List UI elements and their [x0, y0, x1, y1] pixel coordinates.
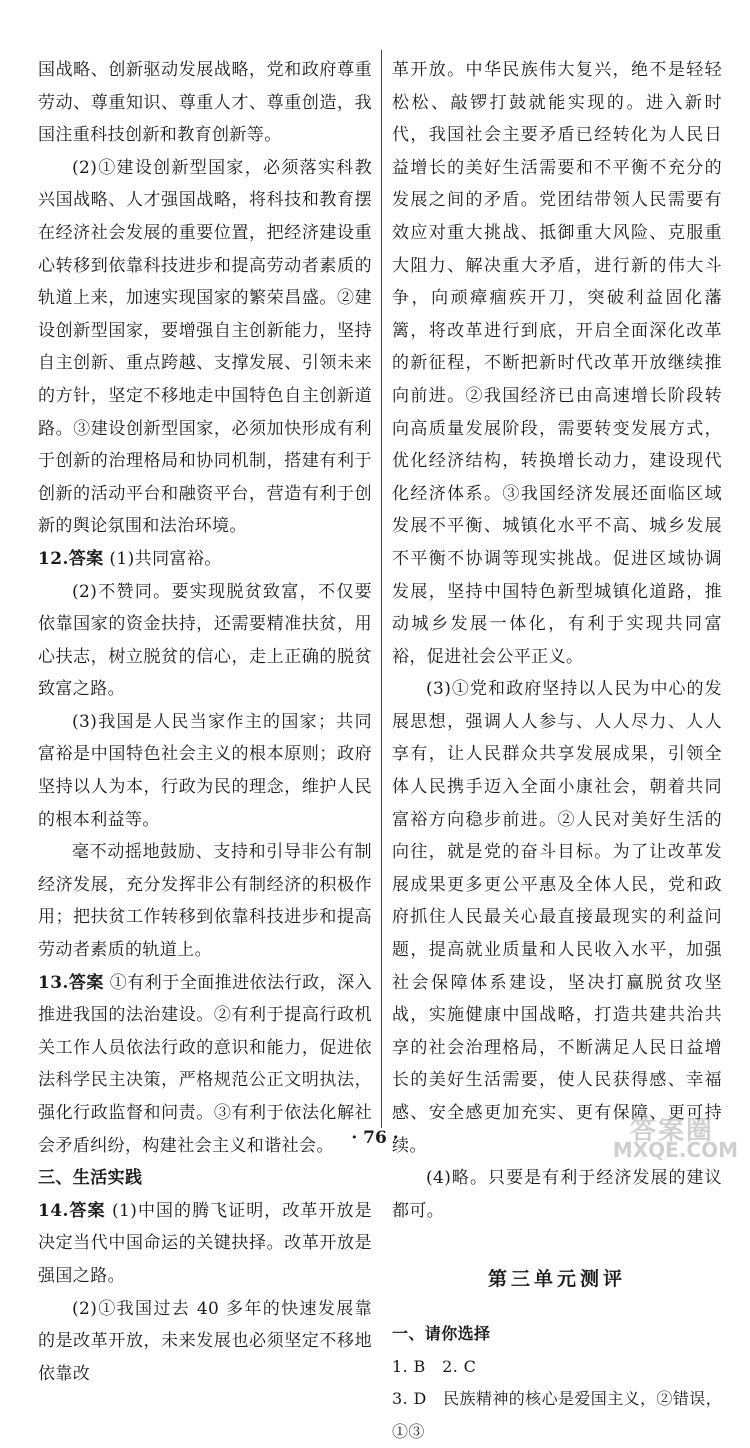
question-number: 14.	[38, 1200, 69, 1221]
section-heading-choose: 一、请你选择	[392, 1323, 491, 1343]
answer-12-part-1	[38, 543, 372, 576]
answer-text: (1)中国的腾飞证明，改革开放是决定当代中国命运的关键抉择。改革开放是强国之路。	[38, 1200, 372, 1286]
question-number: 13.	[38, 972, 69, 993]
left-column	[38, 54, 372, 1390]
answer-12-part-3: (3)我国是人民当家作主的国家；共同富裕是中国特色社会主义的根本原则；政府坚持以人为本，行政为民的理念，维护人民的根本利益等。	[38, 711, 372, 830]
unit-title: 第三单元测评	[487, 1268, 626, 1291]
answer-text: (1)共同富裕。	[103, 548, 222, 569]
answer-12-part-2: (2)不赞同。要实现脱贫致富，不仅要依靠国家的资金扶持，还需要精准扶贫，用心扶志，树立脱贫的信心，走上正确的脱贫致富之路。	[38, 581, 372, 700]
column-divider	[381, 50, 382, 1128]
answer-14-part-3: (3)①党和政府坚持以人民为中心的发展思想，强调人人参与、人人尽力、人人享有，让人民群众共享发展成果，引领全体人民携手迈入全面小康社会，朝着共同富裕方向稳步前进。②人民对美好生活的向往，就是党的奋斗目标。为了让改革发展成果更多更公平惠及全体人民，党和政府抓住人民最关心最直接最现实的利益问题，提高就业质量和人民收入水平，加强社会保障体系建设，坚决打赢脱贫攻坚战，实施健康中国战略，打造共建共治共享的社会治理格局，不断满足人民日益增长的美好生活需要，使人民获得感、幸福感、安全感更加充实、更有保障、更可持续。	[392, 679, 722, 1156]
answer-14-part-2: (2)①我国过去 40 多年的快速发展靠的是改革开放，未来发展也必须坚定不移地依靠改	[38, 1298, 372, 1384]
watermark-text-en: MXQE.COM	[612, 1138, 738, 1162]
answer-14-part-1	[38, 1195, 372, 1293]
answer-14-part-4: (4)略。只要是有利于经济发展的建议都可。	[392, 1168, 722, 1221]
right-column	[392, 54, 722, 1448]
watermark-text-cn: 答案圈	[629, 1116, 714, 1146]
answer-label: 答案	[68, 972, 104, 993]
page-number: · 76 ·	[351, 1128, 399, 1148]
watermark-logo	[594, 1110, 744, 1162]
right-paragraph-continued: 革开放。中华民族伟大复兴，绝不是轻轻松松、敲锣打鼓就能实现的。进入新时代，我国社会主要矛盾已经转化为人民日益增长的美好生活需要和不平衡不充分的发展之间的矛盾。党团结带领人民需要有效应对重大挑战、抵御重大风险、克服重大阻力、解决重大矛盾，进行新的伟大斗争，向顽瘴痼疾开刀，突破利益固化藩篱，将改革进行到底，开启全面深化改革的新征程，不断把新时代改革开放继续推向前进。②我国经济已由高速增长阶段转向高质量发展阶段，需要转变发展方式，优化经济结构，转换增长动力，建设现代化经济体系。③我国经济发展还面临区域发展不平衡、城镇化水平不高、城乡发展不平衡不协调等现实挑战。促进区域协调发展，坚持中国特色新型城镇化道路，推动城乡发展一体化，有利于实现共同富裕，促进社会公平正义。	[392, 60, 722, 667]
left-paragraph-continued: 国战略、创新驱动发展战略，党和政府尊重劳动、尊重知识、尊重人才、尊重创造，我国注重科技创新和教育创新等。	[38, 60, 372, 146]
answer-text: ①有利于全面推进依法行政，深入推进我国的法治建设。②有利于提高行政机关工作人员依法行政的意识和能力，促进依法科学民主决策，严格规范公正文明执法，强化行政监督和问责。③有利于依法化解社会矛盾纠纷，构建社会主义和谐社会。	[38, 972, 372, 1156]
choice-answers-row-2: 3. D 民族精神的核心是爱国主义，②错误，①③	[392, 1389, 722, 1441]
answer-11-part-2: (2)①建设创新型国家，必须落实科教兴国战略、人才强国战略，将科技和教育摆在经济社会发展的重要位置，把经济建设重心转移到依靠科技进步和提高劳动者素质的轨道上来，加速实现国家的繁荣昌盛。②建设创新型国家，要增强自主创新能力，坚持自主创新、重点跨越、支撑发展、引领未来的方针，坚定不移地走中国特色自主创新道路。③建设创新型国家，必须加快形成有利于创新的治理格局和协同机制，搭建有利于创新的活动平台和融资平台，营造有利于创新的舆论氛围和法治环境。	[38, 157, 372, 537]
section-heading-life-practice: 三、生活实践	[38, 1168, 143, 1189]
answer-label: 答案	[68, 1200, 106, 1221]
question-number: 12.	[38, 548, 69, 569]
answer-label: 答案	[68, 548, 104, 569]
choice-answers-row-1: 1. B 2. C	[392, 1356, 477, 1376]
answer-12-extra: 毫不动摇地鼓励、支持和引导非公有制经济发展，充分发挥非公有制经济的积极作用；把扶贫工作转移到依靠科技进步和提高劳动者素质的轨道上。	[38, 842, 372, 961]
